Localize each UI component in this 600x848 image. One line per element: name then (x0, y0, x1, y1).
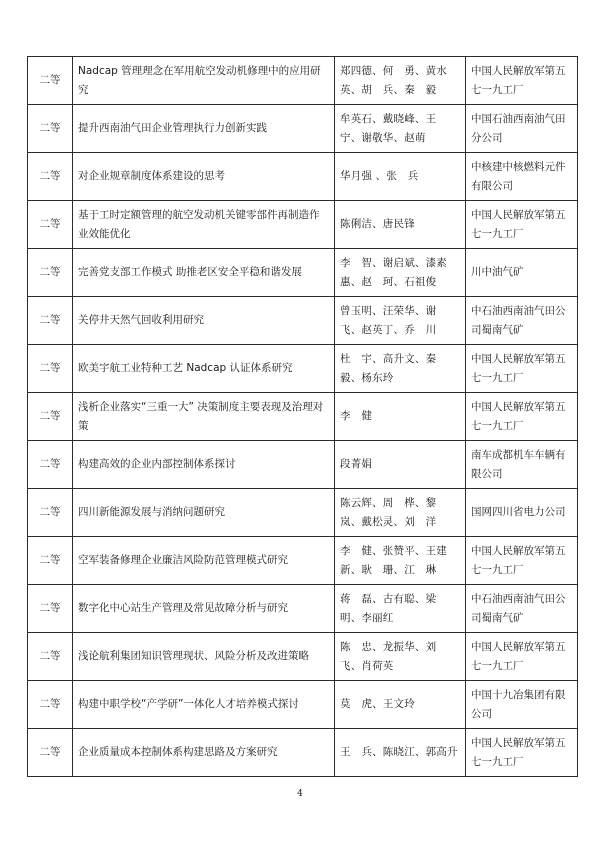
table-row (28, 441, 578, 489)
title-cell: 提升西南油气田企业管理执行力创新实践 (73, 105, 335, 153)
grade-cell: 二等 (28, 249, 73, 297)
authors-cell: 李 健 (335, 393, 466, 441)
grade-cell: 二等 (28, 297, 73, 345)
authors-cell: 杜 宇、高升文、秦 毅、杨东玲 (335, 345, 466, 393)
grade-cell: 二等 (28, 585, 73, 633)
organization-cell: 中国人民解放军第五七一九工厂 (466, 201, 578, 249)
title-cell: 企业质量成本控制体系构建思路及方案研究 (73, 729, 335, 777)
title-cell: 空军装备修理企业廉洁风险防范管理模式研究 (73, 537, 335, 585)
table-row (28, 489, 578, 537)
table-row (28, 633, 578, 681)
awards-table (27, 56, 578, 777)
organization-cell: 中国十九冶集团有限公司 (466, 681, 578, 729)
organization-cell: 中国人民解放军第五七一九工厂 (466, 345, 578, 393)
grade-cell: 二等 (28, 57, 73, 105)
organization-cell: 中石油西南油气田公司蜀南气矿 (466, 585, 578, 633)
authors-cell: 蒋 磊、古有聪、梁 明、李丽红 (335, 585, 466, 633)
authors-cell: 郑四德、何 勇、黄水英、胡 兵、秦 毅 (335, 57, 466, 105)
authors-cell: 李 智、谢启斌、漆素惠、赵 珂、石祖俊 (335, 249, 466, 297)
organization-cell: 中国人民解放军第五七一九工厂 (466, 393, 578, 441)
table-row (28, 345, 578, 393)
organization-cell: 中国石油西南油气田分公司 (466, 105, 578, 153)
title-cell: 数字化中心站生产管理及常见故障分析与研究 (73, 585, 335, 633)
authors-cell: 陈云辉、周 桦、黎 岚、戴松灵、刘 洋 (335, 489, 466, 537)
table-row (28, 729, 578, 777)
grade-cell: 二等 (28, 201, 73, 249)
grade-cell: 二等 (28, 345, 73, 393)
authors-cell: 陈俐洁、唐民锋 (335, 201, 466, 249)
title-cell: 浅析企业落实“三重一大” 决策制度主要表现及治理对策 (73, 393, 335, 441)
title-cell: 对企业规章制度体系建设的思考 (73, 153, 335, 201)
title-cell: 四川新能源发展与消纳问题研究 (73, 489, 335, 537)
title-cell: 浅论航利集团知识管理现状、风险分析及改进策略 (73, 633, 335, 681)
table-row (28, 537, 578, 585)
table-row (28, 57, 578, 105)
authors-cell: 段菁娟 (335, 441, 466, 489)
table-row (28, 681, 578, 729)
grade-cell: 二等 (28, 729, 73, 777)
title-cell: 构建高效的企业内部控制体系探讨 (73, 441, 335, 489)
table-row (28, 105, 578, 153)
grade-cell: 二等 (28, 441, 73, 489)
authors-cell: 王 兵、陈晓江、郭高升 (335, 729, 466, 777)
table-row (28, 153, 578, 201)
grade-cell: 二等 (28, 633, 73, 681)
grade-cell: 二等 (28, 105, 73, 153)
table-row (28, 201, 578, 249)
grade-cell: 二等 (28, 153, 73, 201)
grade-cell: 二等 (28, 393, 73, 441)
title-cell: 关停井天然气回收利用研究 (73, 297, 335, 345)
organization-cell: 中国人民解放军第五七一九工厂 (466, 57, 578, 105)
table-row (28, 297, 578, 345)
grade-cell: 二等 (28, 537, 73, 585)
title-cell: Nadcap 管理理念在军用航空发动机修理中的应用研究 (73, 57, 335, 105)
grade-cell: 二等 (28, 489, 73, 537)
page-number: 4 (297, 789, 303, 799)
organization-cell: 中国人民解放军第五七一九工厂 (466, 633, 578, 681)
authors-cell: 李 健、张赞平、王建新、耿 珊、江 琳 (335, 537, 466, 585)
authors-cell: 牟英石、戴晓峰、王 宁、谢敬华、赵萌 (335, 105, 466, 153)
organization-cell: 中核建中核燃料元件有限公司 (466, 153, 578, 201)
title-cell: 欧美宇航工业特种工艺 Nadcap 认证体系研究 (73, 345, 335, 393)
organization-cell: 川中油气矿 (466, 249, 578, 297)
organization-cell: 国网四川省电力公司 (466, 489, 578, 537)
organization-cell: 中国人民解放军第五七一九工厂 (466, 729, 578, 777)
grade-cell: 二等 (28, 681, 73, 729)
table-row (28, 249, 578, 297)
organization-cell: 中石油西南油气田公司蜀南气矿 (466, 297, 578, 345)
title-cell: 完善党支部工作模式 助推老区安全平稳和谐发展 (73, 249, 335, 297)
table-row (28, 585, 578, 633)
authors-cell: 华月强 、张 兵 (335, 153, 466, 201)
authors-cell: 曾玉明、汪荣华、谢 飞、赵英丁、乔 川 (335, 297, 466, 345)
title-cell: 构建中职学校“产学研”一体化人才培养模式探讨 (73, 681, 335, 729)
organization-cell: 南车成都机车车辆有限公司 (466, 441, 578, 489)
title-cell: 基于工时定额管理的航空发动机关键零部件再制造作业效能优化 (73, 201, 335, 249)
organization-cell: 中国人民解放军第五七一九工厂 (466, 537, 578, 585)
authors-cell: 陈 忠、龙振华、刘 飞、肖荷英 (335, 633, 466, 681)
table-row (28, 393, 578, 441)
authors-cell: 莫 虎、王文玲 (335, 681, 466, 729)
